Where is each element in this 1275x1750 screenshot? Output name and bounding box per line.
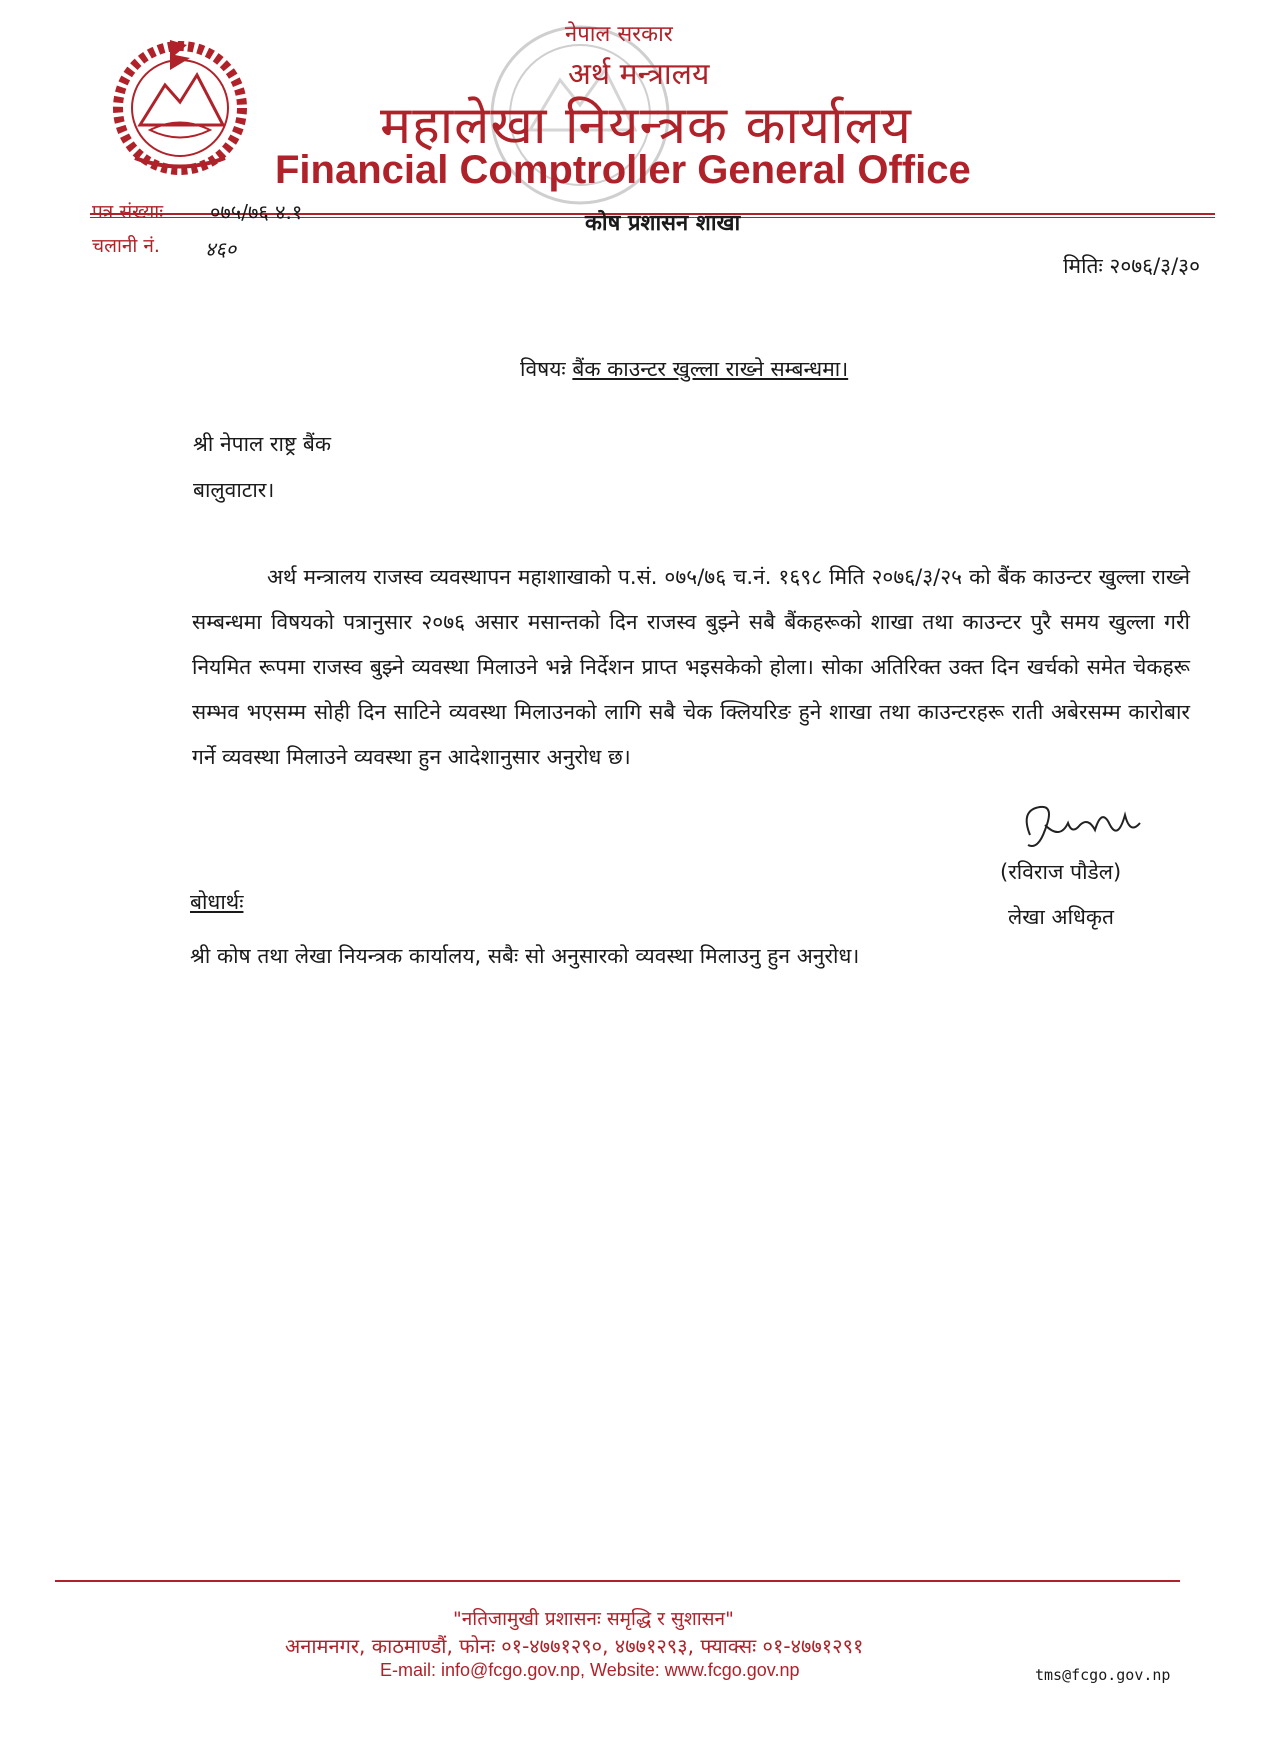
letter-date: मितिः २०७६/३/३० bbox=[1063, 254, 1200, 278]
footer-contact: E-mail: info@fcgo.gov.np, Website: www.fcgo.gov.np bbox=[380, 1660, 800, 1680]
recipient-address: बालुवाटार। bbox=[193, 478, 275, 502]
office-name-nepali: महालेखा नियन्त्रक कार्यालय bbox=[380, 96, 912, 156]
nepal-emblem-icon bbox=[105, 30, 255, 180]
recipient-name: श्री नेपाल राष्ट्र बैंक bbox=[193, 432, 332, 456]
footer-slogan: "नतिजामुखी प्रशासनः समृद्धि र सुशासन" bbox=[453, 1608, 734, 1630]
branch-name: कोष प्रशासन शाखा bbox=[585, 211, 741, 236]
letter-number-value: ०७५/७६ ४.१ bbox=[210, 200, 303, 224]
subject-line bbox=[520, 355, 848, 383]
office-name-english: Financial Comptroller General Office bbox=[275, 148, 971, 192]
cc-text: श्री कोष तथा लेखा नियन्त्रक कार्यालय, सबैः सो अनुसारको व्यवस्था मिलाउनु हुन अनुरोध। bbox=[190, 944, 860, 968]
dispatch-number-value: ४६० bbox=[205, 237, 237, 261]
government-name: नेपाल सरकार bbox=[565, 22, 673, 47]
subject-text: बैंक काउन्टर खुल्ला राख्ने सम्बन्धमा। bbox=[572, 357, 849, 381]
signatory-title: लेखा अधिकृत bbox=[1008, 905, 1115, 929]
footer-tms-email: tms@fcgo.gov.np bbox=[1035, 1666, 1171, 1684]
footer-divider bbox=[55, 1580, 1180, 1582]
signatory-name: (रविराज पौडेल) bbox=[1000, 860, 1122, 884]
letter-number-label: पत्र संख्याः bbox=[92, 201, 164, 223]
handwritten-signature bbox=[1010, 795, 1150, 865]
footer-address: अनामनगर, काठमाण्डौं, फोनः ०१-४७७१२९०, ४७७१२९३, फ्याक्सः ०१-४७७१२९१ bbox=[285, 1634, 864, 1658]
dispatch-number-label: चलानी नं. bbox=[92, 235, 160, 257]
letter-body: अर्थ मन्त्रालय राजस्व व्यवस्थापन महाशाखाको प.सं. ०७५/७६ च.नं. १६९८ मिति २०७६/३/२५ को बैंक काउन्टर खुल्ला राख्ने सम्बन्धमा विषयको पत्रानुसार २०७६ असार मसान्तको दिन राजस्व बुझ्ने सबै बैंकहरूको शाखा तथा काउन्टर पुरै समय खुल्ला गरी नियमित रूपमा राजस्व बुझ्ने व्यवस्था मिलाउने भन्ने निर्देशन प्राप्त भइसकेको होला। सोका अतिरिक्त उक्त दिन खर्चको समेत चेकहरू सम्भव भएसम्म सोही दिन साटिने व्यवस्था मिलाउनको लागि सबै चेक क्लियरिङ हुने शाखा तथा काउन्टरहरू राती अबेरसम्म कारोबार गर्ने व्यवस्था मिलाउने व्यवस्था हुन आदेशानुसार अनुरोध छ। bbox=[192, 565, 1190, 769]
subject-label: विषयः bbox=[520, 357, 566, 381]
cc-heading: बोधार्थः bbox=[190, 890, 244, 914]
ministry-name: अर्थ मन्त्रालय bbox=[568, 57, 710, 92]
